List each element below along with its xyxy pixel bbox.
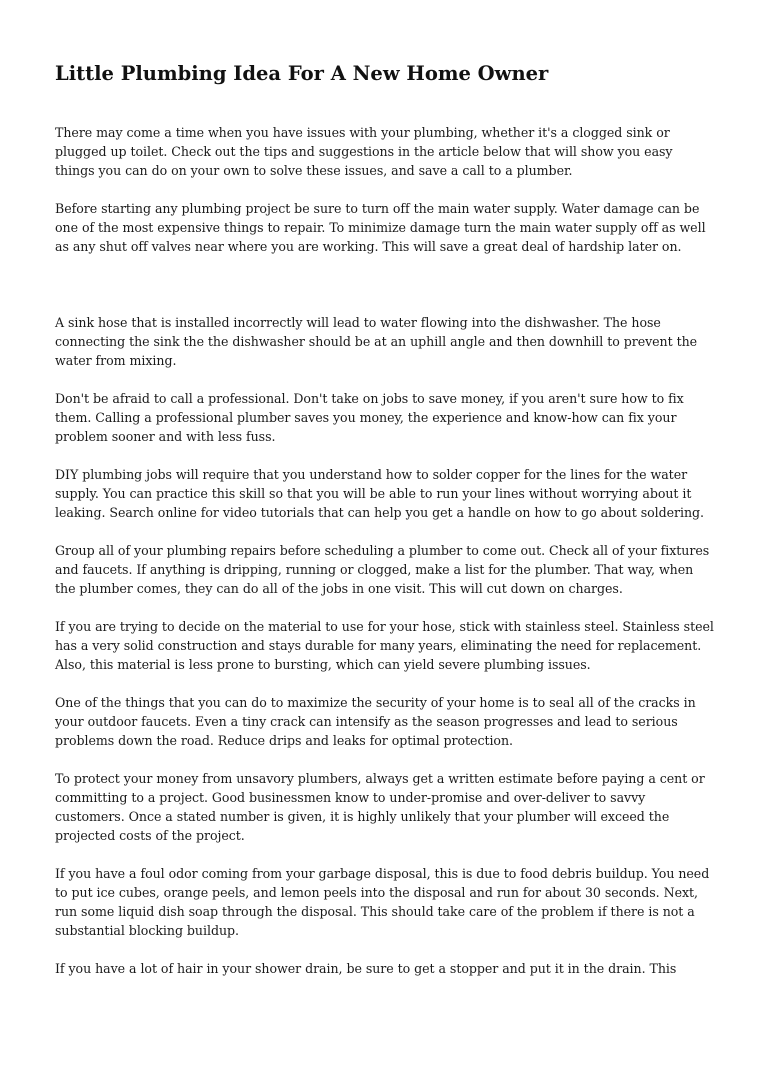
blank-gap	[55, 275, 715, 313]
paragraph: If you have a foul odor coming from your garbage disposal, this is due to food debris buildup. You need to put ice cubes, orange peels, and lemon peels into the disposal and run for about 30 seconds. Next, run some liquid dish soap through the disposal. This should take care of the problem if there is not a substantial blocking buildup.	[55, 866, 710, 938]
paragraph: DIY plumbing jobs will require that you understand how to solder copper for the lines for the water supply. You can practice this skill so that you will be able to run your lines without worrying about it leaking. Search online for video tutorials that can help you get a handle on how to go about soldering.	[55, 467, 705, 520]
document-title: Little Plumbing Idea For A New Home Owner	[55, 62, 549, 85]
paragraph: If you are trying to decide on the material to use for your hose, stick with stainless steel. Stainless steel has a very solid construction and stays durable for many years, eliminating the need for replacement. Also, this material is less prone to bursting, which can yield severe plumbing issues.	[55, 619, 714, 672]
paragraph: Don't be afraid to call a professional. Don't take on jobs to save money, if you aren't sure how to fix them. Calling a professional plumber saves you money, the experience and know-how can fix your problem sooner and with less fuss.	[55, 391, 684, 444]
paragraph-truncated: If you have a lot of hair in your shower drain, be sure to get a stopper and put it in the drain. This	[55, 961, 677, 976]
paragraph: Group all of your plumbing repairs before scheduling a plumber to come out. Check all of your fixtures and faucets. If anything is dripping, running or clogged, make a list for the plumber. That way, when the plumber comes, they can do all of the jobs in one visit. This will cut down on charges.	[55, 543, 710, 596]
paragraph: To protect your money from unsavory plumbers, always get a written estimate before paying a cent or committing to a project. Good businessmen know to under-promise and over-deliver to savvy customers. Once a stated number is given, it is highly unlikely that your plumber will exceed the projected costs of the project.	[55, 771, 705, 843]
paragraph: A sink hose that is installed incorrectly will lead to water flowing into the dishwasher. The hose connecting the sink the the dishwasher should be at an uphill angle and then downhill to prevent the water from mixing.	[55, 315, 698, 368]
paragraph: One of the things that you can do to maximize the security of your home is to seal all of the cracks in your outdoor faucets. Even a tiny crack can intensify as the season progresses and lead to serious problems down the road. Reduce drips and leaks for optimal protection.	[55, 695, 696, 748]
document-page	[55, 56, 715, 997]
paragraph: Before starting any plumbing project be sure to turn off the main water supply. Water damage can be one of the most expensive things to repair. To minimize damage turn the main water supply off as well as any shut off valves near where you are working. This will save a great deal of hardship later on.	[55, 201, 706, 254]
paragraph: There may come a time when you have issues with your plumbing, whether it's a clogged sink or plugged up toilet. Check out the tips and suggestions in the article below that will show you easy things you can do on your own to solve these issues, and save a call to a plumber.	[55, 125, 673, 178]
